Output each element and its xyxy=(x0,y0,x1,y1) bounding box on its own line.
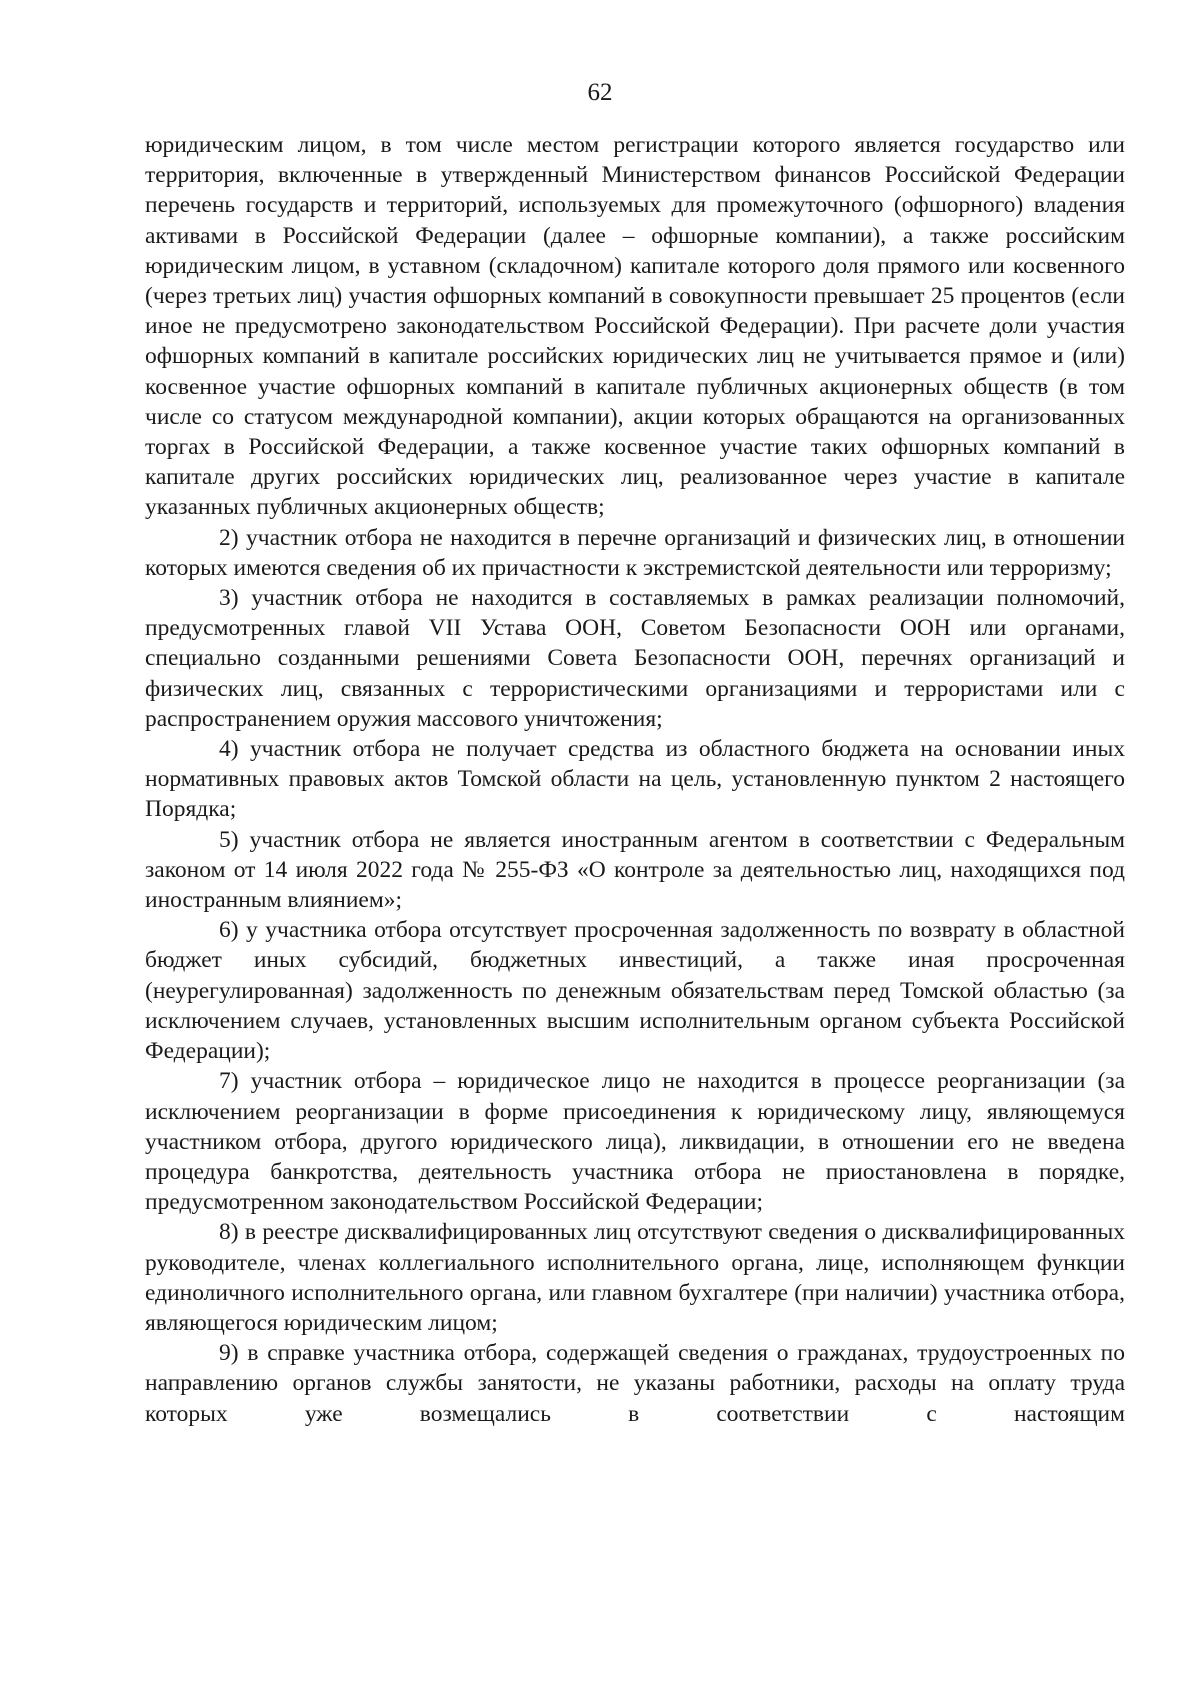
page-number: 62 xyxy=(587,79,613,106)
list-item-2: 2) участник отбора не находится в перечне организаций и физических лиц, в отношении которых имеются сведения об их причастности к экстремистской деятельности или терроризму; xyxy=(145,524,1125,581)
list-item-6: 6) у участника отбора отсутствует просроченная задолженность по возврату в областной бюджет иных субсидий, бюджетных инвестиций, а также иная просроченная (неурегулированная) задолженность по денежным обязательствам перед Томской областью (за исключением случаев, установленных высшим исполнительным органом субъекта Российской Федерации); xyxy=(145,917,1125,1065)
list-item-3: 3) участник отбора не находится в составляемых в рамках реализации полномочий, предусмотренных главой VII Устава ООН, Советом Безопасности ООН или органами, специально созданными решениями Совета Безопасности ООН, перечнях организаций и физических лиц, связанных с террористическими организациями и террористами или с распространением оружия массового уничтожения; xyxy=(145,585,1125,732)
paragraph-continuation: юридическим лицом, в том числе местом регистрации которого является государство или территория, включенные в утвержденный Министерством финансов Российской Федерации перечень государств и территорий, используемых для промежуточного (офшорного) владения активами в Российской Федерации (далее – офшорные компании), а также российским юридическим лицом, в уставном (складочном) капитале которого доля прямого или косвенного (через третьих лиц) участия офшорных компаний в совокупности превышает 25 процентов (если иное не предусмотрено законодательством Российской Федерации). При расчете доли участия офшорных компаний в капитале российских юридических лиц не учитывается прямое и (или) косвенное участие офшорных компаний в капитале публичных акционерных обществ (в том числе со статусом международной компании), акции которых обращаются на организованных торгах в Российской Федерации, а также косвенное участие таких офшорных компаний в капитале других российских юридических лиц, реализованное через участие в капитале указанных публичных акционерных обществ; xyxy=(145,132,1125,521)
list-item-5: 5) участник отбора не является иностранным агентом в соответствии с Федеральным законом от 14 июля 2022 года № 255-ФЗ «О контроле за деятельностью лиц, находящихся под иностранным влиянием»; xyxy=(145,826,1125,914)
list-item-7: 7) участник отбора – юридическое лицо не находится в процессе реорганизации (за исключением реорганизации в форме присоединения к юридическому лицу, являющемуся участником отбора, другого юридического лица), ликвидации, в отношении его не введена процедура банкротства, деятельность участника отбора не приостановлена в порядке, предусмотренном законодательством Российской Федерации; xyxy=(145,1068,1125,1216)
list-item-9: 9) в справке участника отбора, содержащей сведения о гражданах, трудоустроенных по направлению органов службы занятости, не указаны работники, расходы на оплату труда которых уже возмещались в соответствии с настоящим xyxy=(145,1340,1125,1427)
list-item-4: 4) участник отбора не получает средства из областного бюджета на основании иных нормативных правовых актов Томской области на цель, установленную пунктом 2 настоящего Порядка; xyxy=(145,736,1125,823)
list-item-8: 8) в реестре дисквалифицированных лиц отсутствуют сведения о дисквалифицированных руководителе, членах коллегиального исполнительного органа, лице, исполняющем функции единоличного исполнительного органа, или главном бухгалтере (при наличии) участника отбора, являющегося юридическим лицом; xyxy=(145,1219,1125,1336)
document-body xyxy=(145,130,1125,1429)
